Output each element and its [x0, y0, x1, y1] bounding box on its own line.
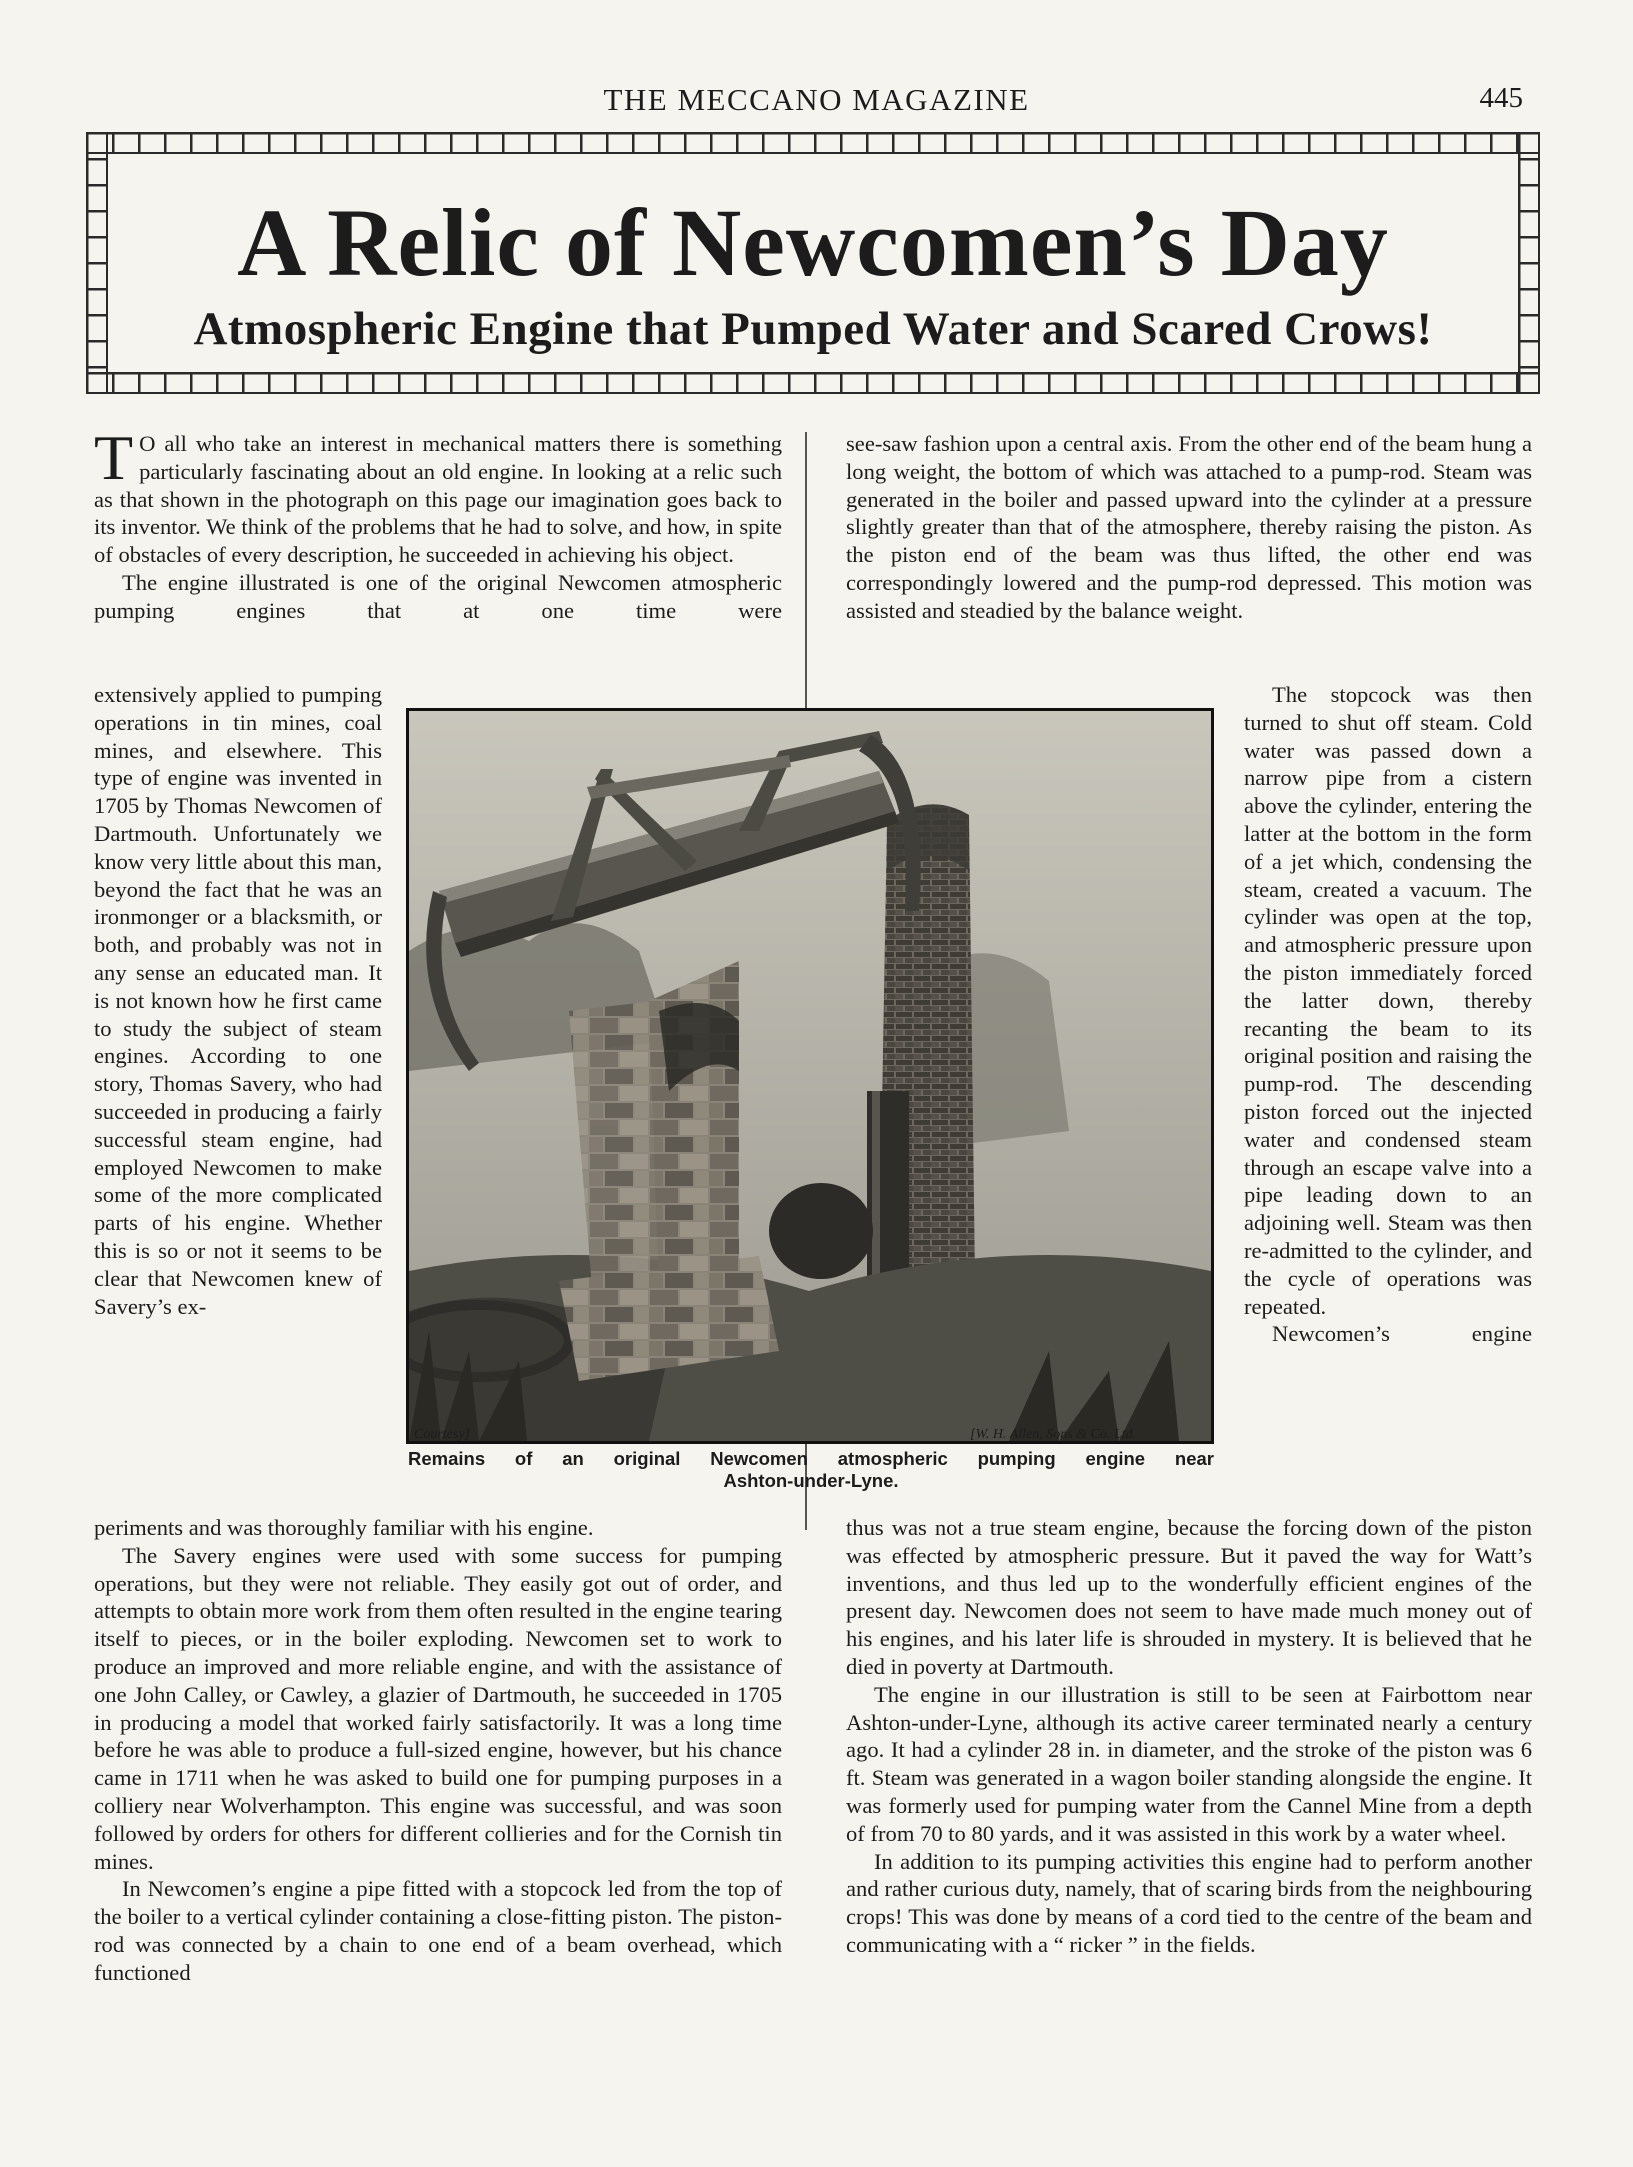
title-frame: [86, 132, 1540, 394]
caption-line-2: Ashton-under-Lyne.: [723, 1470, 899, 1491]
paragraph-engine-history: extensively applied to pumping operations in tin mines, coal mines, and elsewhere. This type of engine was invented in 1705 by Thomas Newcomen of Dartmouth. Unfortunately we know very little about this man, beyond the fact that he was an ironmonger or a blacksmith, or both, and probably was not in any sense an educated man. It is not known how he first came to study the subject of steam engines. According to one story, Thomas Savery, who had succeeded in producing a fairly successful steam engine, had employed Newcomen to make some of the more complicated parts of his engine. Whether this is so or not it seems to be clear that Newcomen knew of Savery’s ex-: [94, 682, 382, 1319]
left-column-bottom: [94, 1514, 782, 1987]
right-column-bottom: [846, 1514, 1532, 1959]
paragraph-not-true-steam-start: Newcomen’s engine: [1272, 1321, 1532, 1347]
paragraph-savery-engines: The Savery engines were used with some success for pumping operations, but they were not reliable. They easily got out of order, and attempts to obtain more work from them often resulted in the engine tearing itself to pieces, or in the boiler exploding. Newcomen set to work to produce an improved and more reliable engine, and with the assistance of one John Calley, or Cawley, a glazier of Dartmouth, he succeeded in 1705 in producing a model that worked fairly satisfactorily. It was a long time before he was able to produce a full-sized engine, however, but his chance came in 1711 when he was asked to build one for pumping purposes in a colliery near Wolverhampton. This engine was successful, and was soon followed by orders for others for different collieries and for the Cornish tin mines.: [94, 1542, 782, 1874]
intro-paragraph: [94, 422, 782, 569]
photo-credit-left: Courtesy]: [414, 1427, 470, 1442]
engine-photograph: [406, 708, 1214, 1444]
paragraph-stopcock-turned: The stopcock was then turned to shut off steam. Cold water was passed down a narrow pipe from a cistern above the cylinder, entering the latter at the bottom in the form of a jet which, condensing the steam, created a vacuum. The cylinder was open at the top, and atmospheric pressure upon the piston immediately forced the latter down, thereby recanting the beam to its original position and raising the pump-rod. The descending piston forced out the injected water and condensed steam through an escape valve into a pipe leading down to an adjoining well. Steam was then re-admitted to the cylinder, and the cycle of operations was repeated.: [1244, 682, 1532, 1319]
intro-text: O all who take an interest in mechanical matters there is something particularly fascinating about an old engine. In looking at a relic such as that shown in the photograph on this page our imagination goes back to its inventor. We think of the problems that he had to solve, and how, in spite of obstacles of every description, he succeeded in achieving his object.: [94, 431, 782, 568]
caption-line-1: Remains of an original Newcomen atmospheric pumping engine near: [408, 1448, 1214, 1469]
frame-border-bottom: [86, 372, 1540, 394]
paragraph-engine-illustrated: The engine illustrated is one of the original Newcomen atmospheric pumping engines that at one time were: [94, 569, 782, 623]
photo-credit-right: [W. H. Allen, Sons & Co. Ltd.: [970, 1427, 1137, 1442]
paragraph-not-true-steam: thus was not a true steam engine, because the forcing down of the piston was effected by atmospheric pressure. But it paved the way for Watt’s inventions, and thus led up to the wonderfully efficient engines of the present day. Newcomen does not seem to have made much money out of his engines, and his later life is shrouded in mystery. It is believed that he died in poverty at Dartmouth.: [846, 1515, 1532, 1679]
article-subheadline: Atmospheric Engine that Pumped Water and Scared Crows!: [193, 303, 1433, 355]
frame-border-top: [86, 132, 1540, 154]
article-headline: A Relic of Newcomen’s Day: [237, 189, 1389, 296]
magazine-title: THE MECCANO MAGAZINE: [603, 82, 1030, 117]
left-column-narrow: [94, 681, 382, 1320]
engine-photo-illustration: [409, 711, 1211, 1441]
paragraph-seesaw: see-saw fashion upon a central axis. From the other end of the beam hung a long weight, the bottom of which was attached to a pump-rod. Steam was generated in the boiler and passed upward into the cylinder at a pressure slightly greater than that of the atmosphere, thereby raising the piston. As the piston end of the beam was thus lifted, the other end was correspondingly lowered and the pump-rod depressed. This motion was assisted and steadied by the balance weight.: [846, 431, 1532, 623]
photo-caption: [408, 1448, 1214, 1492]
page-number: 445: [1479, 82, 1523, 114]
running-head: [0, 82, 1633, 122]
drop-cap: T: [94, 422, 134, 493]
right-column-top: [846, 430, 1532, 625]
paragraph-savery-experiments: periments and was thoroughly familiar with his engine.: [94, 1515, 594, 1540]
right-column-narrow: [1244, 681, 1532, 1348]
left-column-top: [94, 422, 782, 625]
paragraph-scaring-birds: In addition to its pumping activities this engine had to perform another and rather curious duty, namely, that of scaring birds from the neighbouring crops! This was done by means of a cord tied to the centre of the beam and communicating with a “ ricker ” in the fields.: [846, 1848, 1532, 1957]
paragraph-fairbottom: The engine in our illustration is still to be seen at Fairbottom near Ashton-under-Lyne, although its active career terminated nearly a century ago. It had a cylinder 28 in. in diameter, and the stroke of the piston was 6 ft. Steam was generated in a wagon boiler standing alongside the engine. It was formerly used for pumping water from the Cannel Mine from a depth of from 70 to 80 yards, and it was assisted in this work by a water wheel.: [846, 1681, 1532, 1846]
paragraph-stopcock: In Newcomen’s engine a pipe fitted with a stopcock led from the top of the boiler to a vertical cylinder containing a close-fitting piston. The piston-rod was connected by a chain to one end of a beam overhead, which functioned: [94, 1876, 782, 1985]
